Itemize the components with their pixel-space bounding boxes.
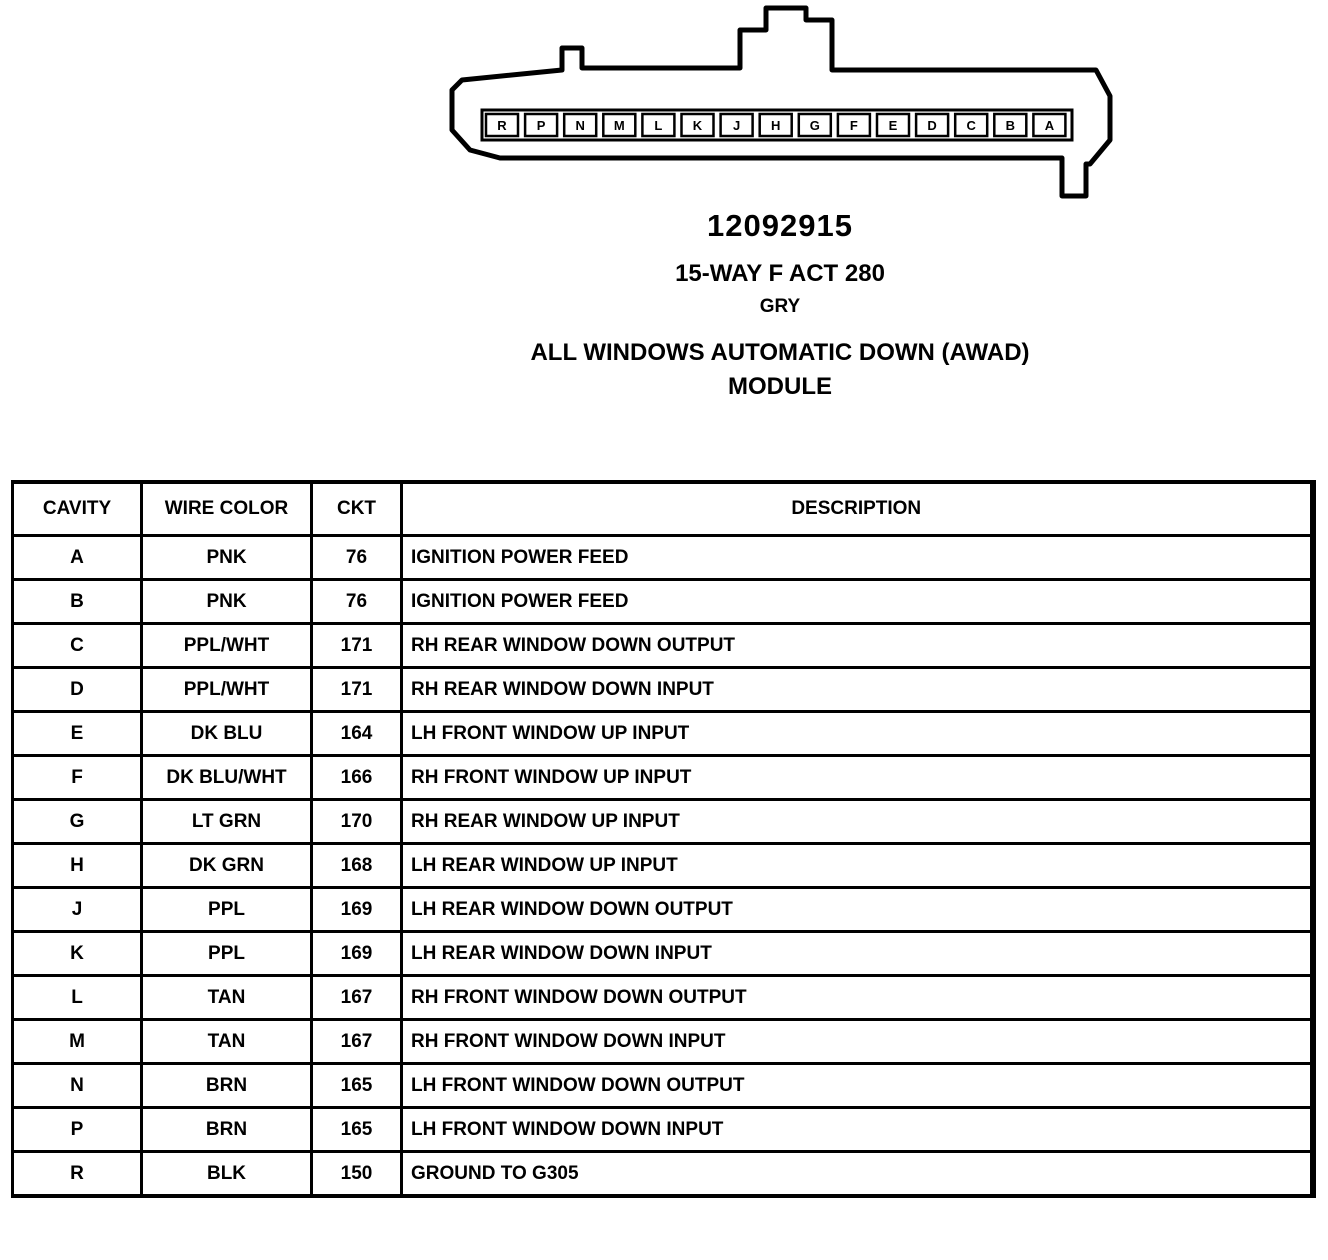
table-row <box>13 800 1313 844</box>
cell-cavity: G <box>13 800 142 844</box>
cell-description: RH REAR WINDOW DOWN OUTPUT <box>402 624 1313 668</box>
table-row <box>13 888 1313 932</box>
cell-ckt: 164 <box>312 712 402 756</box>
cell-ckt: 171 <box>312 624 402 668</box>
cavity-table <box>11 480 1316 1198</box>
cell-ckt: 170 <box>312 800 402 844</box>
pin-label: G <box>809 118 820 133</box>
cell-cavity: E <box>13 712 142 756</box>
cell-description: GROUND TO G305 <box>402 1152 1313 1197</box>
table-row <box>13 756 1313 800</box>
cell-wire-color: TAN <box>142 976 312 1020</box>
cell-wire-color: PPL <box>142 932 312 976</box>
cell-ckt: 169 <box>312 888 402 932</box>
cell-ckt: 166 <box>312 756 402 800</box>
cell-cavity: D <box>13 668 142 712</box>
cell-cavity: H <box>13 844 142 888</box>
cell-cavity: L <box>13 976 142 1020</box>
table-row <box>13 580 1313 624</box>
pin-label: R <box>497 118 507 133</box>
pin-label: N <box>575 118 585 133</box>
table-row <box>13 1108 1313 1152</box>
table-row <box>13 1152 1313 1197</box>
cell-cavity: A <box>13 536 142 580</box>
connector-diagram <box>0 0 1328 210</box>
pin-label: J <box>732 118 741 133</box>
cell-wire-color: PPL/WHT <box>142 668 312 712</box>
cell-ckt: 165 <box>312 1108 402 1152</box>
cell-wire-color: PNK <box>142 580 312 624</box>
cell-wire-color: BRN <box>142 1064 312 1108</box>
table-row <box>13 624 1313 668</box>
cell-wire-color: BLK <box>142 1152 312 1197</box>
header-cavity: CAVITY <box>13 482 142 536</box>
cell-wire-color: LT GRN <box>142 800 312 844</box>
cell-ckt: 165 <box>312 1064 402 1108</box>
table-row <box>13 536 1313 580</box>
pin-label: P <box>536 118 546 133</box>
connector-housing-outline <box>452 8 1110 196</box>
table-row <box>13 932 1313 976</box>
cell-ckt: 168 <box>312 844 402 888</box>
cell-description: LH FRONT WINDOW DOWN INPUT <box>402 1108 1313 1152</box>
cell-ckt: 171 <box>312 668 402 712</box>
cell-ckt: 169 <box>312 932 402 976</box>
connector-color: GRY <box>759 296 801 317</box>
part-number: 12092915 <box>707 208 853 243</box>
pin-label: E <box>888 118 898 133</box>
cell-description: RH FRONT WINDOW UP INPUT <box>402 756 1313 800</box>
cell-wire-color: DK BLU <box>142 712 312 756</box>
cell-description: RH REAR WINDOW DOWN INPUT <box>402 668 1313 712</box>
header-ckt: CKT <box>312 482 402 536</box>
table-row <box>13 844 1313 888</box>
cell-cavity: M <box>13 1020 142 1064</box>
pin-label: H <box>771 118 781 133</box>
cell-description: LH FRONT WINDOW UP INPUT <box>402 712 1313 756</box>
pin-label: B <box>1005 118 1015 133</box>
table-row <box>13 668 1313 712</box>
header-wire-color: WIRE COLOR <box>142 482 312 536</box>
module-name-line2: MODULE <box>728 373 832 400</box>
cell-description: RH FRONT WINDOW DOWN INPUT <box>402 1020 1313 1064</box>
pin-label: K <box>692 118 703 133</box>
cell-ckt: 76 <box>312 536 402 580</box>
cell-cavity: N <box>13 1064 142 1108</box>
cell-wire-color: PNK <box>142 536 312 580</box>
cell-ckt: 150 <box>312 1152 402 1197</box>
table-row <box>13 976 1313 1020</box>
cell-wire-color: PPL/WHT <box>142 624 312 668</box>
cell-ckt: 167 <box>312 976 402 1020</box>
pin-label: D <box>927 118 937 133</box>
cell-wire-color: DK BLU/WHT <box>142 756 312 800</box>
connector-type: 15-WAY F ACT 280 <box>675 260 885 287</box>
cell-wire-color: DK GRN <box>142 844 312 888</box>
cell-ckt: 167 <box>312 1020 402 1064</box>
table-row <box>13 1064 1313 1108</box>
cell-ckt: 76 <box>312 580 402 624</box>
cell-cavity: P <box>13 1108 142 1152</box>
cell-cavity: C <box>13 624 142 668</box>
cell-description: RH REAR WINDOW UP INPUT <box>402 800 1313 844</box>
cell-cavity: B <box>13 580 142 624</box>
cell-description: LH REAR WINDOW UP INPUT <box>402 844 1313 888</box>
module-name <box>480 336 1080 404</box>
cell-description: RH FRONT WINDOW DOWN OUTPUT <box>402 976 1313 1020</box>
pin-label: C <box>966 118 976 133</box>
table-row <box>13 1020 1313 1064</box>
cell-wire-color: PPL <box>142 888 312 932</box>
pin-label: F <box>849 118 858 133</box>
table-header-row <box>13 482 1313 536</box>
cell-description: LH REAR WINDOW DOWN INPUT <box>402 932 1313 976</box>
pin-label: L <box>654 118 663 133</box>
cell-cavity: J <box>13 888 142 932</box>
cell-cavity: K <box>13 932 142 976</box>
pin-label: A <box>1044 118 1055 133</box>
module-name-line1: ALL WINDOWS AUTOMATIC DOWN (AWAD) <box>530 339 1030 366</box>
cell-cavity: R <box>13 1152 142 1197</box>
header-description: DESCRIPTION <box>402 482 1313 536</box>
cell-description: IGNITION POWER FEED <box>402 580 1313 624</box>
cell-wire-color: BRN <box>142 1108 312 1152</box>
cell-wire-color: TAN <box>142 1020 312 1064</box>
cell-description: IGNITION POWER FEED <box>402 536 1313 580</box>
cell-cavity: F <box>13 756 142 800</box>
cell-description: LH FRONT WINDOW DOWN OUTPUT <box>402 1064 1313 1108</box>
table-row <box>13 712 1313 756</box>
cell-description: LH REAR WINDOW DOWN OUTPUT <box>402 888 1313 932</box>
pin-label: M <box>613 118 625 133</box>
